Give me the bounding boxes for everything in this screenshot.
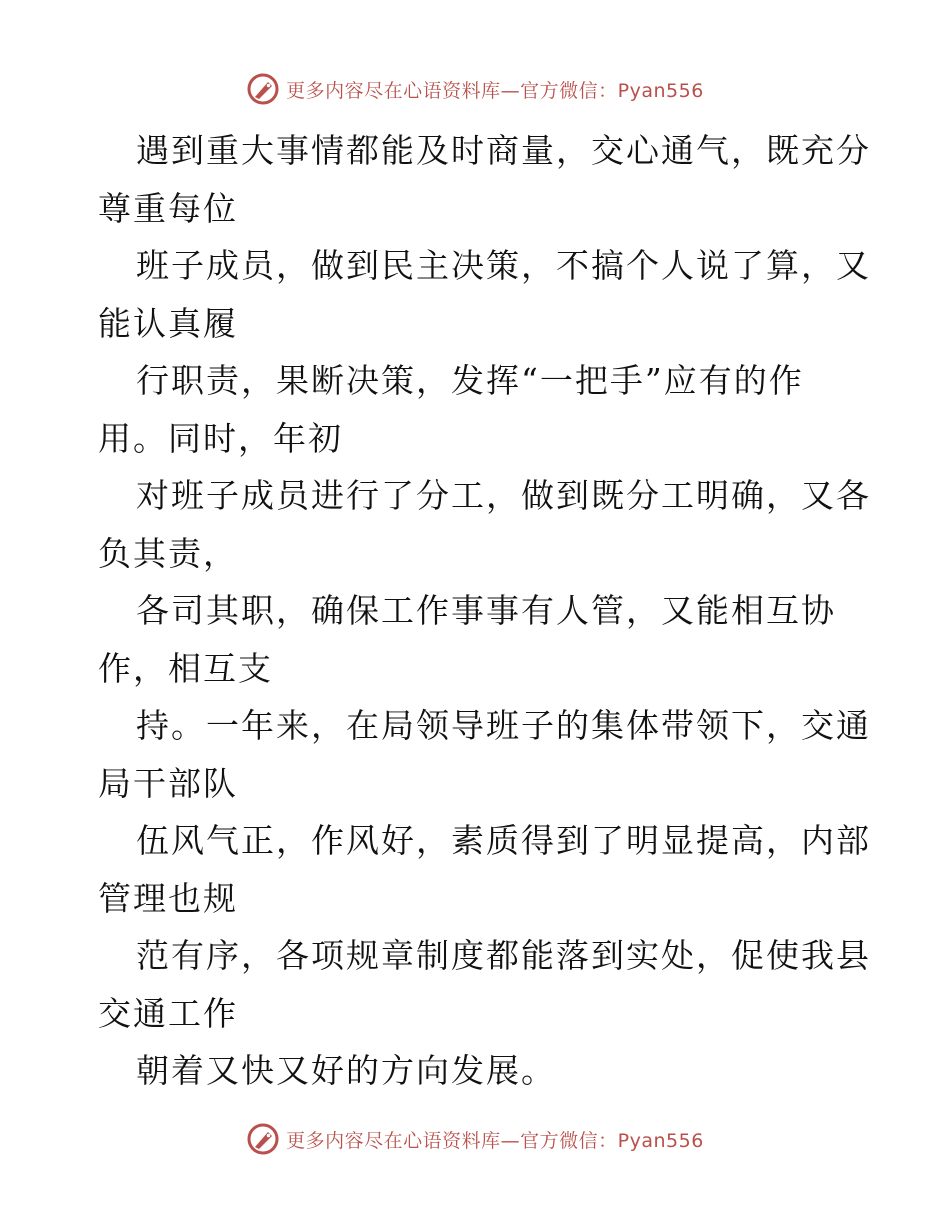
paragraph — [98, 1042, 858, 1100]
paragraph-line: 局干部队 — [98, 763, 238, 803]
paragraph — [98, 122, 871, 237]
paragraph-line: 伍风气正，作风好，素质得到了明显提高，内部 — [136, 821, 871, 860]
paragraph-line: 各司其职，确保工作事事有人管，又能相互协 — [136, 591, 836, 630]
footer-watermark — [0, 1122, 950, 1156]
paragraph — [98, 927, 871, 1042]
paragraph-line: 作，相互支 — [98, 648, 273, 688]
paragraph-line: 班子成员，做到民主决策，不搞个人说了算，又 — [136, 246, 871, 285]
paragraph-line: 朝着又快又好的方向发展。 — [136, 1051, 556, 1090]
paragraph-line: 尊重每位 — [98, 188, 238, 228]
watermark-text: 更多内容尽在心语资料库—官方微信：Pyan556 — [286, 1129, 704, 1152]
watermark-text: 更多内容尽在心语资料库—官方微信：Pyan556 — [286, 79, 704, 102]
pen-nib-logo-icon — [246, 72, 280, 106]
document-body — [98, 122, 871, 1100]
paragraph-line: 行职责，果断决策，发挥“一把手”应有的作 — [136, 361, 804, 400]
pen-nib-logo-icon — [246, 1122, 280, 1156]
paragraph-line: 能认真履 — [98, 303, 238, 343]
header-watermark — [0, 72, 950, 106]
paragraph — [98, 582, 858, 697]
paragraph-line: 对班子成员进行了分工，做到既分工明确，又各 — [136, 476, 871, 515]
paragraph — [98, 237, 871, 352]
paragraph — [98, 697, 871, 812]
paragraph — [98, 352, 858, 467]
paragraph-line: 管理也规 — [98, 878, 238, 918]
paragraph — [98, 467, 871, 582]
paragraph-line: 交通工作 — [98, 993, 238, 1033]
paragraph-line: 用。同时，年初 — [98, 418, 343, 458]
paragraph-line: 负其责， — [98, 533, 238, 573]
paragraph-line: 持。一年来，在局领导班子的集体带领下，交通 — [136, 706, 871, 745]
paragraph — [98, 812, 871, 927]
paragraph-line: 范有序，各项规章制度都能落到实处，促使我县 — [136, 936, 871, 975]
paragraph-line: 遇到重大事情都能及时商量，交心通气，既充分 — [136, 131, 871, 170]
